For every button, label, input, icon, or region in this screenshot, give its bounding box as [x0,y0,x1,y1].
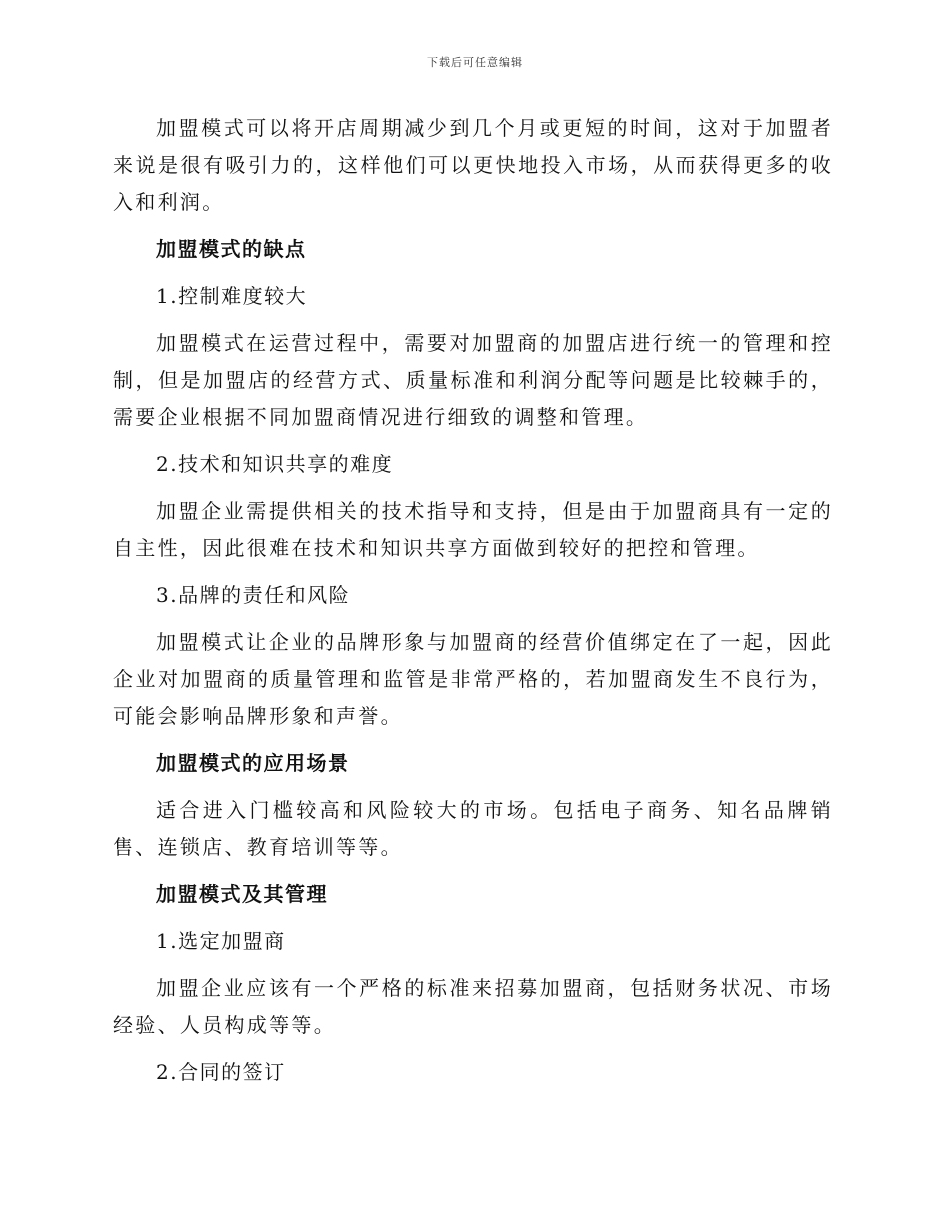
paragraph: 加盟企业需提供相关的技术指导和支持，但是由于加盟商具有一定的自主性，因此很难在技术和知识共享方面做到较好的把控和管理。 [113,499,833,560]
paragraph: 加盟模式可以将开店周期减少到几个月或更短的时间，这对于加盟者来说是很有吸引力的，这样他们可以更快地投入市场，从而获得更多的收入和利润。 [113,116,833,214]
section-heading: 加盟模式的应用场景 [156,751,350,775]
section-heading: 加盟模式及其管理 [156,882,328,906]
paragraph: 加盟模式让企业的品牌形象与加盟商的经营价值绑定在了一起，因此企业对加盟商的质量管理和监管是非常严格的，若加盟商发生不良行为，可能会影响品牌形象和声誉。 [113,630,833,728]
page-header: 下载后可任意编辑 [427,56,523,69]
paragraph: 加盟模式在运营过程中，需要对加盟商的加盟店进行统一的管理和控制，但是加盟店的经营方式、质量标准和利润分配等问题是比较棘手的，需要企业根据不同加盟商情况进行细致的调整和管理。 [113,331,833,429]
subheading: 3.品牌的责任和风险 [156,583,351,607]
subheading: 1.控制难度较大 [156,284,308,308]
subheading: 2.合同的签订 [156,1060,286,1084]
paragraph: 适合进入门槛较高和风险较大的市场。包括电子商务、知名品牌销售、连锁店、教育培训等等。 [113,798,833,859]
subheading: 2.技术和知识共享的难度 [156,452,394,476]
paragraph: 加盟企业应该有一个严格的标准来招募加盟商，包括财务状况、市场经验、人员构成等等。 [113,976,833,1037]
section-heading: 加盟模式的缺点 [156,237,307,261]
subheading: 1.选定加盟商 [156,929,286,953]
document-body [113,110,833,1101]
